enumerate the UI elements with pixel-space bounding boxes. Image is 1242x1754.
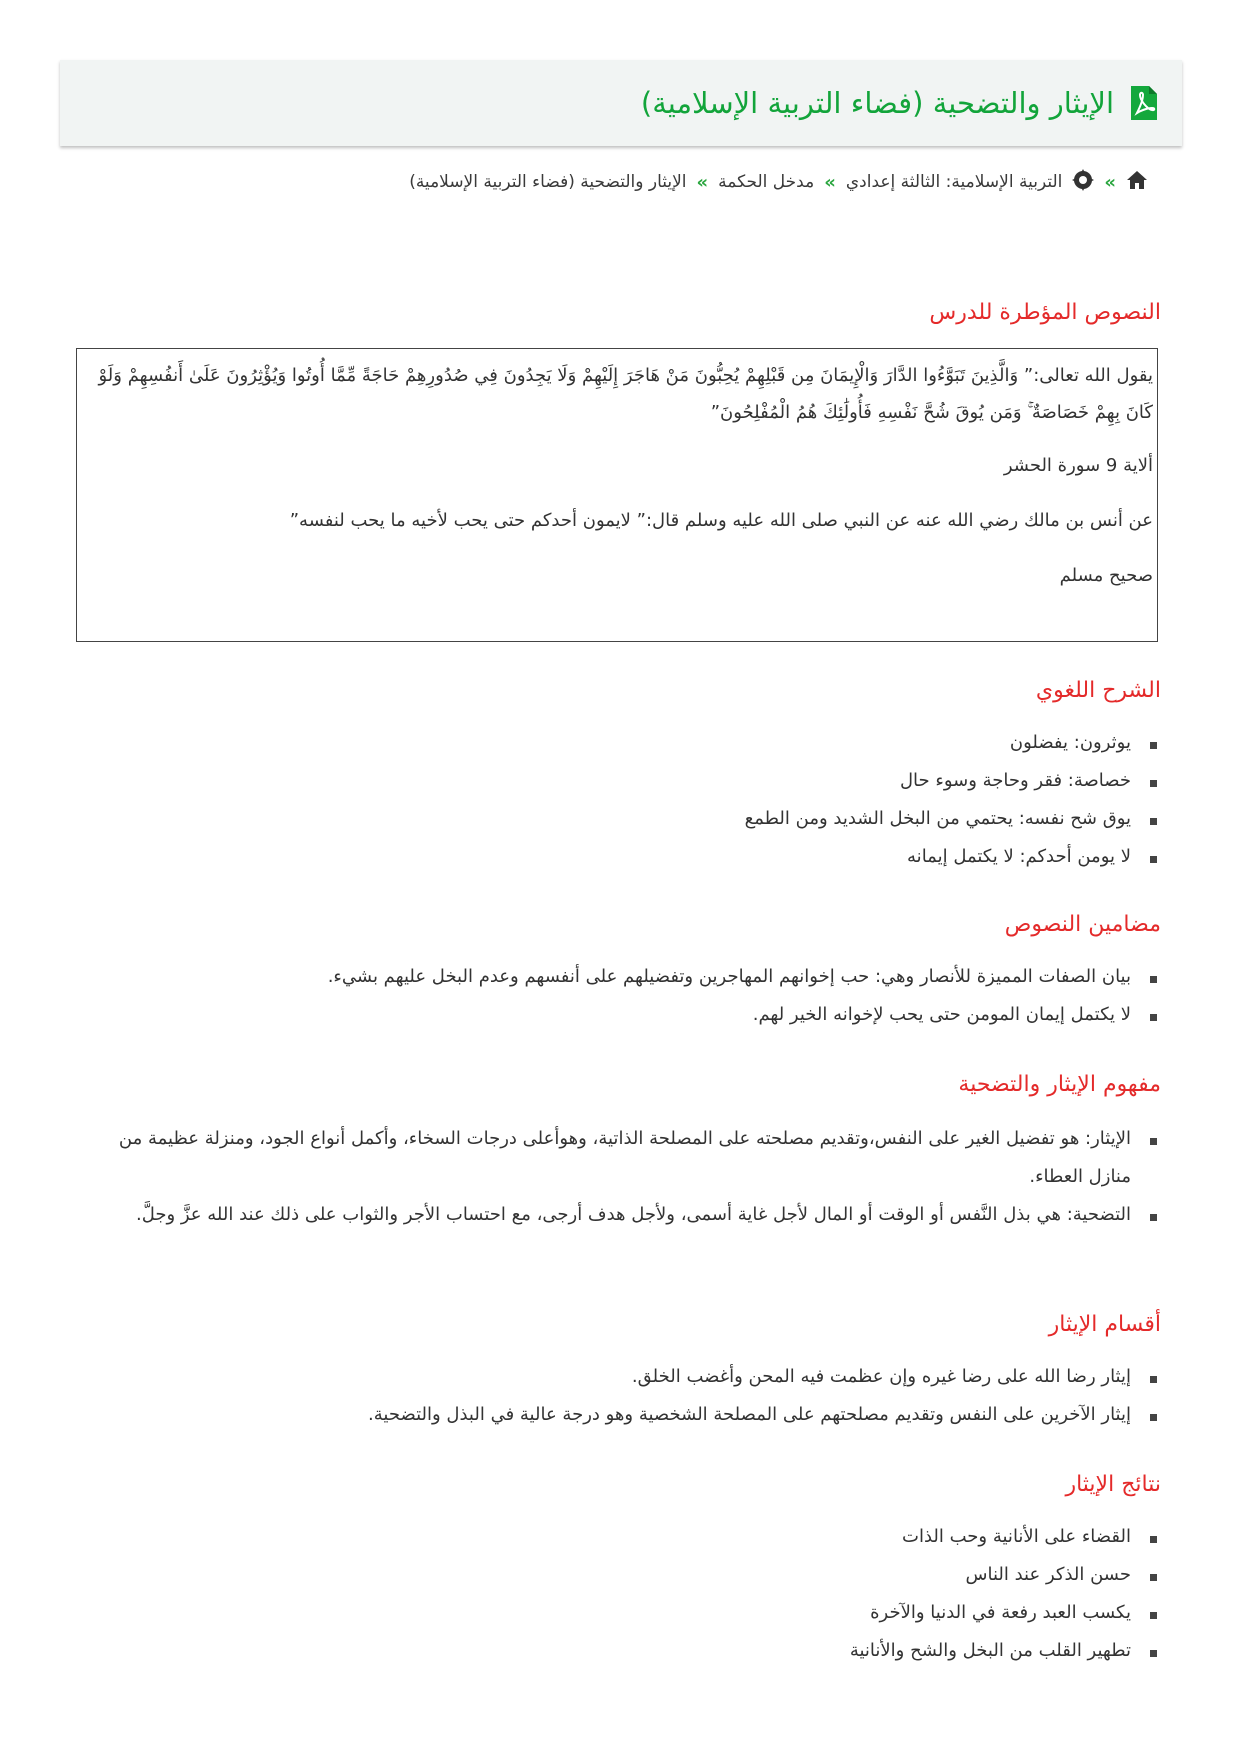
section-heading-texts: النصوص المؤطرة للدرس	[929, 300, 1161, 325]
list-item: يكسب العبد رفعة في الدنيا والآخرة	[81, 1594, 1161, 1632]
breadcrumb-item-level[interactable]: التربية الإسلامية: الثالثة إعدادي	[845, 172, 1063, 192]
breadcrumb-separator: »	[824, 171, 836, 193]
breadcrumb-item-unit[interactable]: مدخل الحكمة	[718, 172, 815, 192]
types-list	[81, 1358, 1161, 1434]
section-heading-results: نتائج الإيثار	[1065, 1472, 1161, 1497]
list-item: حسن الذكر عند الناس	[81, 1556, 1161, 1594]
list-item: القضاء على الأنانية وحب الذات	[81, 1518, 1161, 1556]
page-title: الإيثار والتضحية (فضاء التربية الإسلامية)	[640, 86, 1114, 120]
list-item: إيثار رضا الله على رضا غيره وإن عظمت فيه المحن وأغضب الخلق.	[81, 1358, 1161, 1396]
section-heading-contents: مضامين النصوص	[1004, 912, 1161, 937]
list-item: إيثار الآخرين على النفس وتقديم مصلحتهم على المصلحة الشخصية وهو درجة عالية في البذل والتضحية.	[81, 1396, 1161, 1434]
category-icon[interactable]	[1072, 169, 1094, 196]
list-item: تطهير القلب من البخل والشح والأنانية	[81, 1632, 1161, 1670]
section-heading-concept: مفهوم الإيثار والتضحية	[958, 1072, 1161, 1097]
results-list	[81, 1518, 1161, 1670]
list-item: التضحية: هي بذل النَّفس أو الوقت أو المال لأجل غاية أسمى، ولأجل هدف أرجى، مع احتساب الأجر والثواب على ذلك عند الله عزَّ وجلَّ.	[75, 1196, 1161, 1234]
breadcrumb	[409, 168, 1148, 196]
list-item: لا يكتمل إيمان المومن حتى يحب لإخوانه الخير لهم.	[81, 996, 1161, 1034]
quran-verse: يقول الله تعالى:” وَالَّذِينَ تَبَوَّءُوا الدَّارَ وَالْإِيمَانَ مِن قَبْلِهِمْ يُحِبُّونَ مَنْ هَاجَرَ إِلَيْهِمْ وَلَا يَجِدُونَ فِي صُدُورِهِمْ حَاجَةً مِّمَّا أُوتُوا وَيُؤْثِرُونَ عَلَىٰ أَنفُسِهِمْ وَلَوْ كَانَ بِهِمْ خَصَاصَةٌ ۚ وَمَن يُوقَ شُحَّ نَفْسِهِ فَأُولَٰئِكَ هُمُ الْمُفْلِحُونَ”	[98, 365, 1153, 423]
section-heading-lexical: الشرح اللغوي	[1035, 678, 1161, 703]
list-item: خصاصة: فقر وحاجة وسوء حال	[81, 762, 1161, 800]
list-item: الإيثار: هو تفضيل الغير على النفس،وتقديم مصلحته على المصلحة الذاتية، وهوأعلى درجات السخاء، وأكمل أنواع الجود، ومنزلة عظيمة من منازل العطاء.	[75, 1120, 1161, 1196]
breadcrumb-separator: »	[696, 171, 709, 193]
framing-texts-box	[76, 348, 1158, 642]
verse-reference: ألاية 9 سورة الحشر	[1003, 455, 1153, 476]
home-icon[interactable]	[1126, 170, 1148, 195]
title-bar	[60, 60, 1182, 146]
contents-list	[81, 958, 1161, 1034]
lexical-list	[81, 724, 1161, 876]
list-item: يوثرون: يفضلون	[81, 724, 1161, 762]
list-item: لا يومن أحدكم: لا يكتمل إيمانه	[81, 838, 1161, 876]
hadith-text: عن أنس بن مالك رضي الله عنه عن النبي صلى الله عليه وسلم قال:” لايمون أحدكم حتى يحب لأخيه ما يحب لنفسه”	[289, 510, 1153, 531]
breadcrumb-separator: »	[1104, 171, 1116, 193]
breadcrumb-item-current: الإيثار والتضحية (فضاء التربية الإسلامية)	[409, 172, 687, 192]
pdf-icon[interactable]	[1128, 85, 1160, 121]
list-item: يوق شح نفسه: يحتمي من البخل الشديد ومن الطمع	[81, 800, 1161, 838]
section-heading-types: أقسام الإيثار	[1048, 1312, 1161, 1337]
hadith-source: صحيح مسلم	[1059, 565, 1153, 586]
list-item: بيان الصفات المميزة للأنصار وهي: حب إخوانهم المهاجرين وتفضيلهم على أنفسهم وعدم البخل عليهم بشيء.	[81, 958, 1161, 996]
concept-list	[75, 1120, 1161, 1234]
